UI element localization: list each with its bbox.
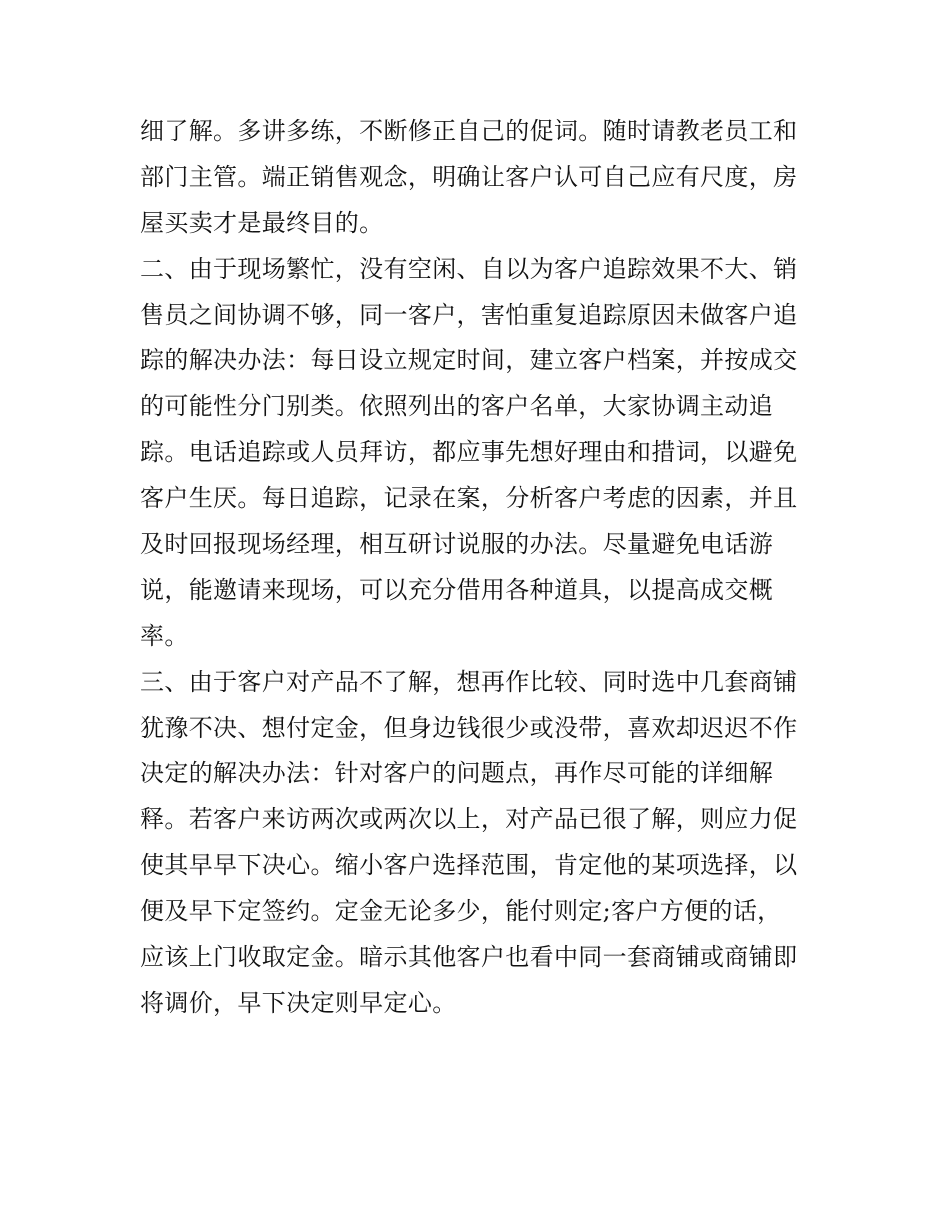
text-line: 犹豫不决、想付定金，但身边钱很少或没带，喜欢却迟迟不作: [140, 713, 798, 742]
text-line: 售员之间协调不够，同一客户，害怕重复追踪原因未做客户追: [140, 300, 798, 329]
text-line: 三、由于客户对产品不了解，想再作比较、同时选中几套商铺: [140, 667, 798, 696]
text-line: 部门主管。端正销售观念，明确让客户认可自己应有尺度，房: [140, 162, 798, 191]
text-line: 便及早下定签约。定金无论多少，能付则定;客户方便的话，: [140, 897, 782, 926]
text-line: 使其早早下决心。缩小客户选择范围，肯定他的某项选择，以: [140, 851, 798, 880]
text-line: 屋买卖才是最终目的。: [140, 208, 384, 237]
text-line: 踪的解决办法：每日设立规定时间，建立客户档案，并按成交: [140, 346, 798, 375]
text-line: 释。若客户来访两次或两次以上，对产品已很了解，则应力促: [140, 805, 798, 834]
text-line: 客户生厌。每日追踪，记录在案，分析客户考虑的因素，并且: [140, 484, 798, 513]
text-line: 二、由于现场繁忙，没有空闲、自以为客户追踪效果不大、销: [140, 254, 798, 283]
text-line: 应该上门收取定金。暗示其他客户也看中同一套商铺或商铺即: [140, 943, 798, 972]
text-line: 将调价，早下决定则早定心。: [140, 988, 457, 1017]
text-line: 踪。电话追踪或人员拜访，都应事先想好理由和措词，以避免: [140, 438, 798, 467]
text-line: 的可能性分门别类。依照列出的客户名单，大家协调主动追: [140, 392, 774, 421]
text-line: 细了解。多讲多练，不断修正自己的促词。随时请教老员工和: [140, 117, 798, 145]
text-line: 说，能邀请来现场，可以充分借用各种道具，以提高成交概: [140, 575, 774, 604]
text-line: 决定的解决办法：针对客户的问题点，再作尽可能的详细解: [140, 759, 774, 788]
document-body: [140, 109, 812, 1027]
text-line: 率。: [140, 621, 189, 650]
text-line: 及时回报现场经理，相互研讨说服的办法。尽量避免电话游: [140, 530, 774, 559]
